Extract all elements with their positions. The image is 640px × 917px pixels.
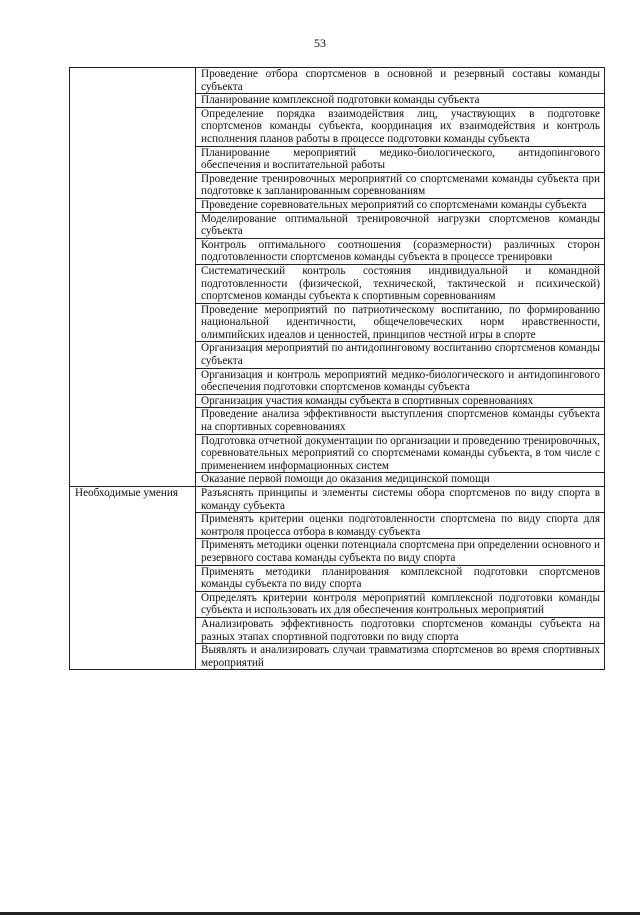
activity-item: Определение порядка взаимодействия лиц, участвующих в подготовке спортсменов команды субъекта, координация их взаимодействия и контроль исполнения планов работы в процессе подготовки команды субъекта bbox=[196, 107, 605, 146]
activity-item: Проведение отбора спортсменов в основной и резервный составы команды субъекта bbox=[196, 68, 605, 94]
activity-item: Подготовка отчетной документации по организации и проведению тренировочных, соревновательных мероприятий со спортсменами команды субъекта, в том числе с применением информационных систем bbox=[196, 434, 605, 473]
page-number: 53 bbox=[314, 36, 326, 50]
skill-item: Определять критерии контроля мероприятий комплексной подготовки команды субъекта и использовать их для обеспечения контрольных мероприятий bbox=[196, 591, 605, 617]
skill-item: Применять методики оценки потенциала спортсмена при определении основного и резервного состава команды субъекта по виду спорта bbox=[196, 539, 605, 565]
activity-item: Планирование мероприятий медико-биологического, антидопингового обеспечения и воспитательной работы bbox=[196, 146, 605, 172]
activity-item: Оказание первой помощи до оказания медицинской помощи bbox=[196, 473, 605, 487]
activity-item: Моделирование оптимальной тренировочной нагрузки спортсменов команды субъекта bbox=[196, 212, 605, 238]
skill-item: Разъяснять принципы и элементы системы обора спортсменов по виду спорта в команду субъекта bbox=[196, 487, 605, 513]
bottom-border-line bbox=[0, 912, 640, 915]
activity-item: Контроль оптимального соотношения (соразмерности) различных сторон подготовленности спортсменов команды субъекта в процессе тренировки bbox=[196, 238, 605, 264]
activity-item: Проведение соревновательных мероприятий со спортсменами команды субъекта bbox=[196, 198, 605, 212]
activity-item: Систематический контроль состояния индивидуальной и командной подготовленности (физической, технической, тактической и психической) спортсменов команды субъекта к спортивным соревнованиям bbox=[196, 264, 605, 303]
skill-item: Применять методики планирования комплексной подготовки спортсменов команды субъекта по виду спорта bbox=[196, 565, 605, 591]
activity-item: Организация мероприятий по антидопинговому воспитанию спортсменов команды субъекта bbox=[196, 342, 605, 368]
table-row bbox=[70, 487, 605, 513]
skill-item: Применять критерии оценки подготовленности спортсмена по виду спорта для контроля процесса отбора в команду субъекта bbox=[196, 513, 605, 539]
activity-item: Проведение тренировочных мероприятий со спортсменами команды субъекта при подготовке к запланированным соревнованиям bbox=[196, 172, 605, 198]
table-row bbox=[70, 68, 605, 94]
requirements-table bbox=[69, 67, 605, 670]
activity-item: Организация и контроль мероприятий медико-биологического и антидопингового обеспечения подготовки спортсменов команды субъекта bbox=[196, 368, 605, 394]
activity-item: Планирование комплексной подготовки команды субъекта bbox=[196, 94, 605, 108]
row-label-cell bbox=[70, 68, 196, 487]
activity-item: Организация участия команды субъекта в спортивных соревнованиях bbox=[196, 394, 605, 408]
activity-item: Проведение анализа эффективности выступления спортсменов команды субъекта на спортивных соревнованиях bbox=[196, 408, 605, 434]
skill-item: Анализировать эффективность подготовки спортсменов команды субъекта на разных этапах спортивной подготовки по виду спорта bbox=[196, 617, 605, 643]
activity-item: Проведение мероприятий по патриотическому воспитанию, по формированию национальной идентичности, общечеловеческих норм нравственности, олимпийских идеалов и ценностей, принципов честной игры в спорте bbox=[196, 303, 605, 342]
row-label-cell: Необходимые умения bbox=[70, 487, 196, 670]
skill-item: Выявлять и анализировать случаи травматизма спортсменов во время спортивных мероприятий bbox=[196, 644, 605, 670]
